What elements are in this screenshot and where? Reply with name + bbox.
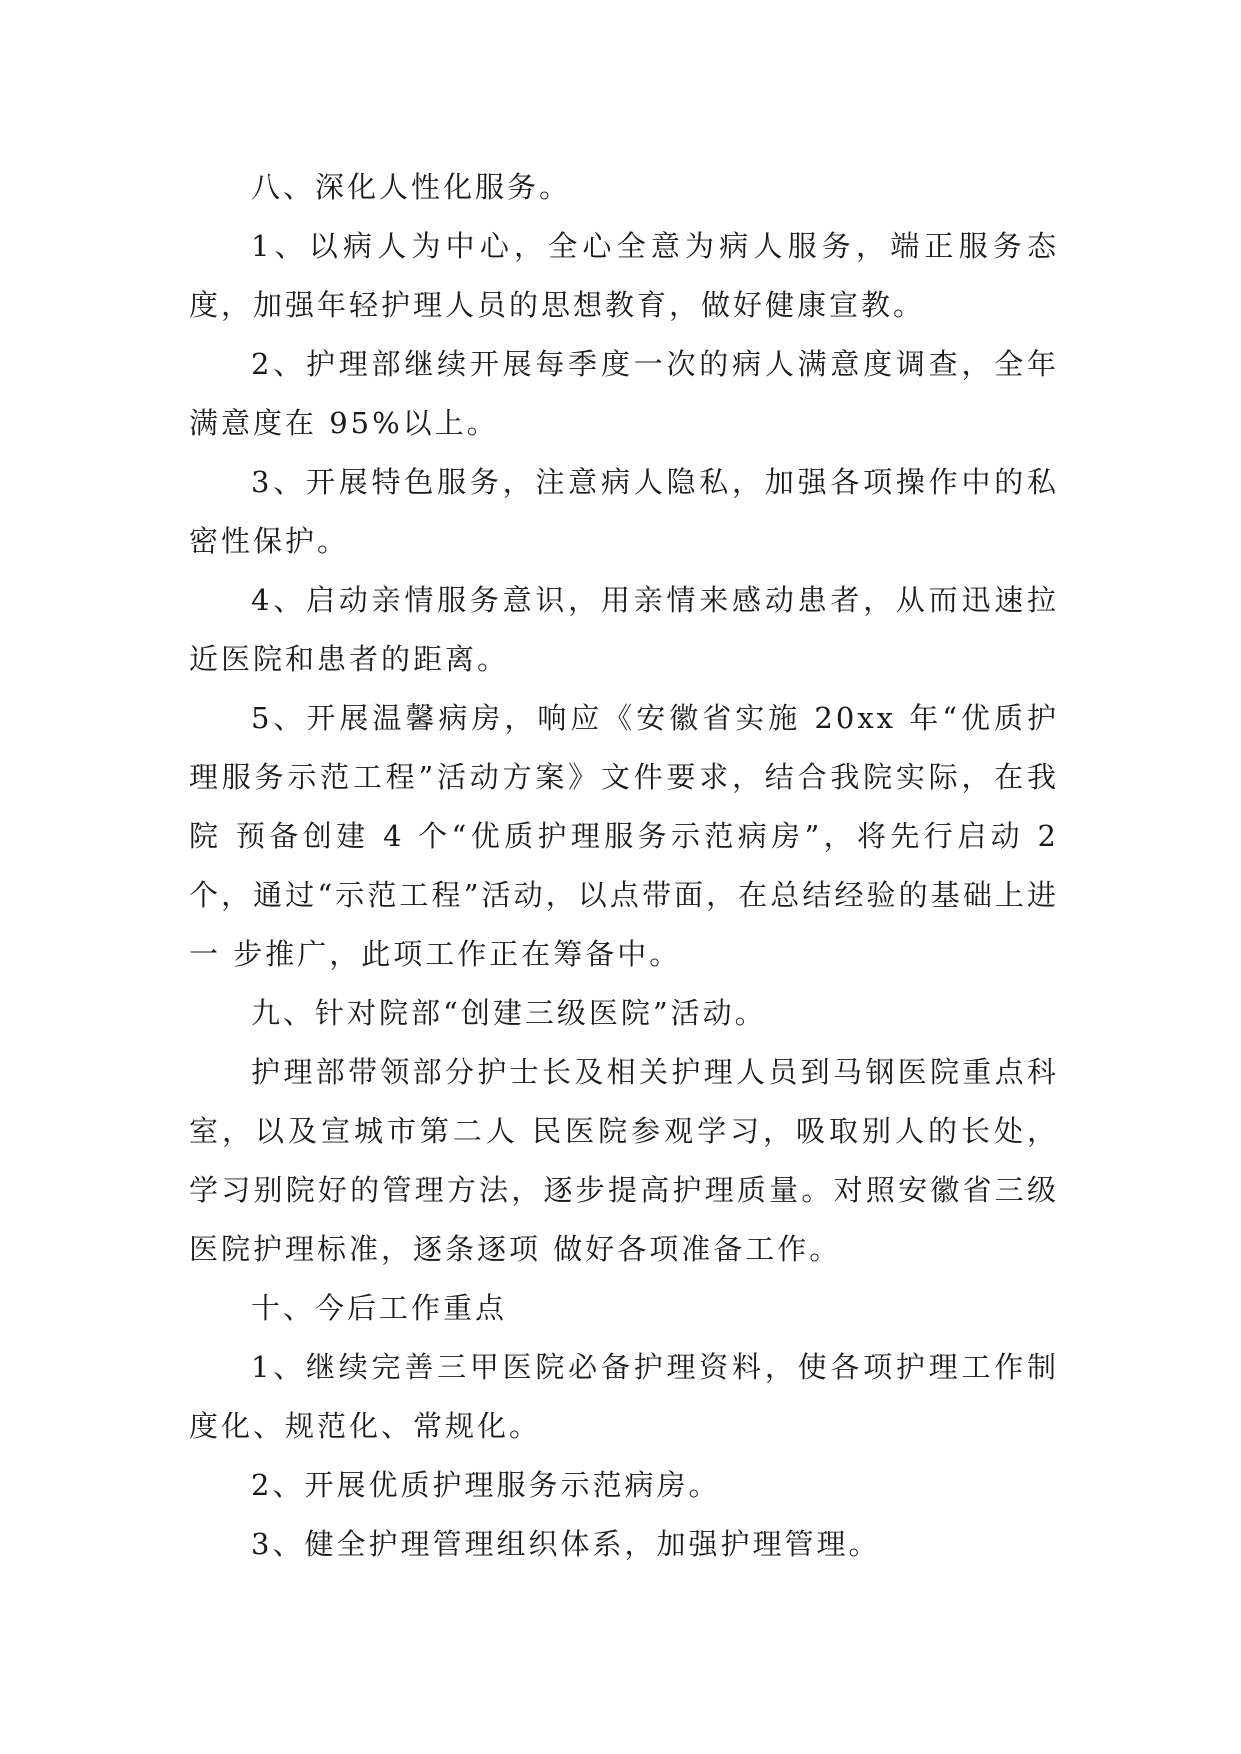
paragraph-10-1: 1、继续完善三甲医院必备护理资料，使各项护理工作制度化、规范化、常规化。 xyxy=(189,1350,1059,1443)
section-heading-8: 八、深化人性化服务。 xyxy=(251,170,572,204)
paragraph-8-1: 1、以病人为中心，全心全意为病人服务，端正服务态度，加强年轻护理人员的思想教育，做好健康宣教。 xyxy=(189,229,1059,322)
section-heading-10: 十、今后工作重点 xyxy=(251,1291,508,1325)
section-heading-9: 九、针对院部“创建三级医院”活动。 xyxy=(251,996,767,1030)
paragraph-10-3: 3、健全护理管理组织体系，加强护理管理。 xyxy=(251,1527,881,1561)
paragraph-9-body: 护理部带领部分护士长及相关护理人员到马钢医院重点科室，以及宣城市第二人 民医院参观学习，吸取别人的长处，学习别院好的管理方法，逐步提高护理质量。对照安徽省三级医院护理标准，逐条逐项 做好各项准备工作。 xyxy=(189,1055,1059,1266)
paragraph-8-2: 2、护理部继续开展每季度一次的病人满意度调查，全年满意度在 95%以上。 xyxy=(189,347,1059,440)
paragraph-8-5: 5、开展温馨病房，响应《安徽省实施 20xx 年“优质护理服务示范工程”活动方案》文件要求，结合我院实际，在我院 预备创建 4 个“优质护理服务示范病房”，将先行启动 2 个，通过“示范工程”活动，以点带面，在总结经验的基础上进一 步推广，此项工作正在筹备中。 xyxy=(189,701,1072,971)
paragraph-8-3: 3、开展特色服务，注意病人隐私，加强各项操作中的私密性保护。 xyxy=(189,465,1059,558)
paragraph-10-2: 2、开展优质护理服务示范病房。 xyxy=(251,1468,721,1502)
paragraph-8-4: 4、启动亲情服务意识，用亲情来感动患者，从而迅速拉近医院和患者的距离。 xyxy=(189,583,1059,676)
document-body xyxy=(189,158,1072,1574)
